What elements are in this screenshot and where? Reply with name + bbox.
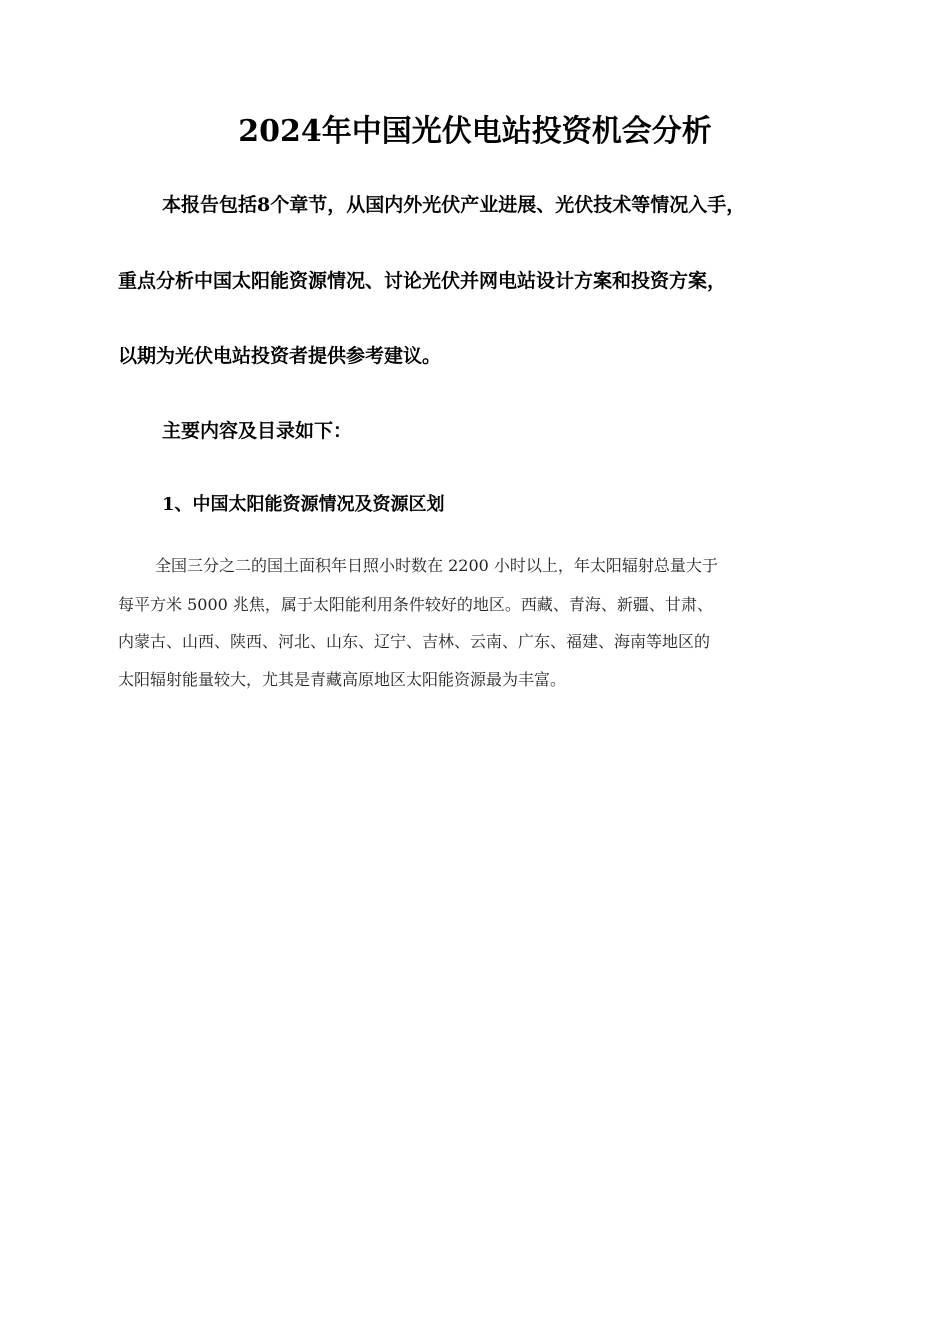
- section-1-heading: 1、中国太阳能资源情况及资源区划: [162, 494, 445, 515]
- section-1-line-1: 全国三分之二的国土面积年日照小时数在 2200 小时以上，年太阳辐射总量大于: [155, 556, 718, 575]
- intro-line-3: 以期为光伏电站投资者提供参考建议。: [118, 345, 442, 367]
- document-title: 2024年中国光伏电站投资机会分析: [238, 114, 712, 149]
- section-1-line-4: 太阳辐射能量较大，尤其是青藏高原地区太阳能资源最为丰富。: [118, 670, 567, 689]
- toc-intro: 主要内容及目录如下：: [162, 420, 353, 442]
- intro-line-2: 重点分析中国太阳能资源情况、讨论光伏并网电站设计方案和投资方案，: [118, 270, 727, 292]
- section-1-line-2: 每平方米 5000 兆焦，属于太阳能利用条件较好的地区。西藏、青海、新疆、甘肃、: [118, 595, 713, 614]
- section-1-line-3: 内蒙古、山西、陕西、河北、山东、辽宁、吉林、云南、广东、福建、海南等地区的: [118, 632, 711, 651]
- intro-line-1: 本报告包括8个章节，从国内外光伏产业进展、光伏技术等情况入手，: [162, 194, 746, 216]
